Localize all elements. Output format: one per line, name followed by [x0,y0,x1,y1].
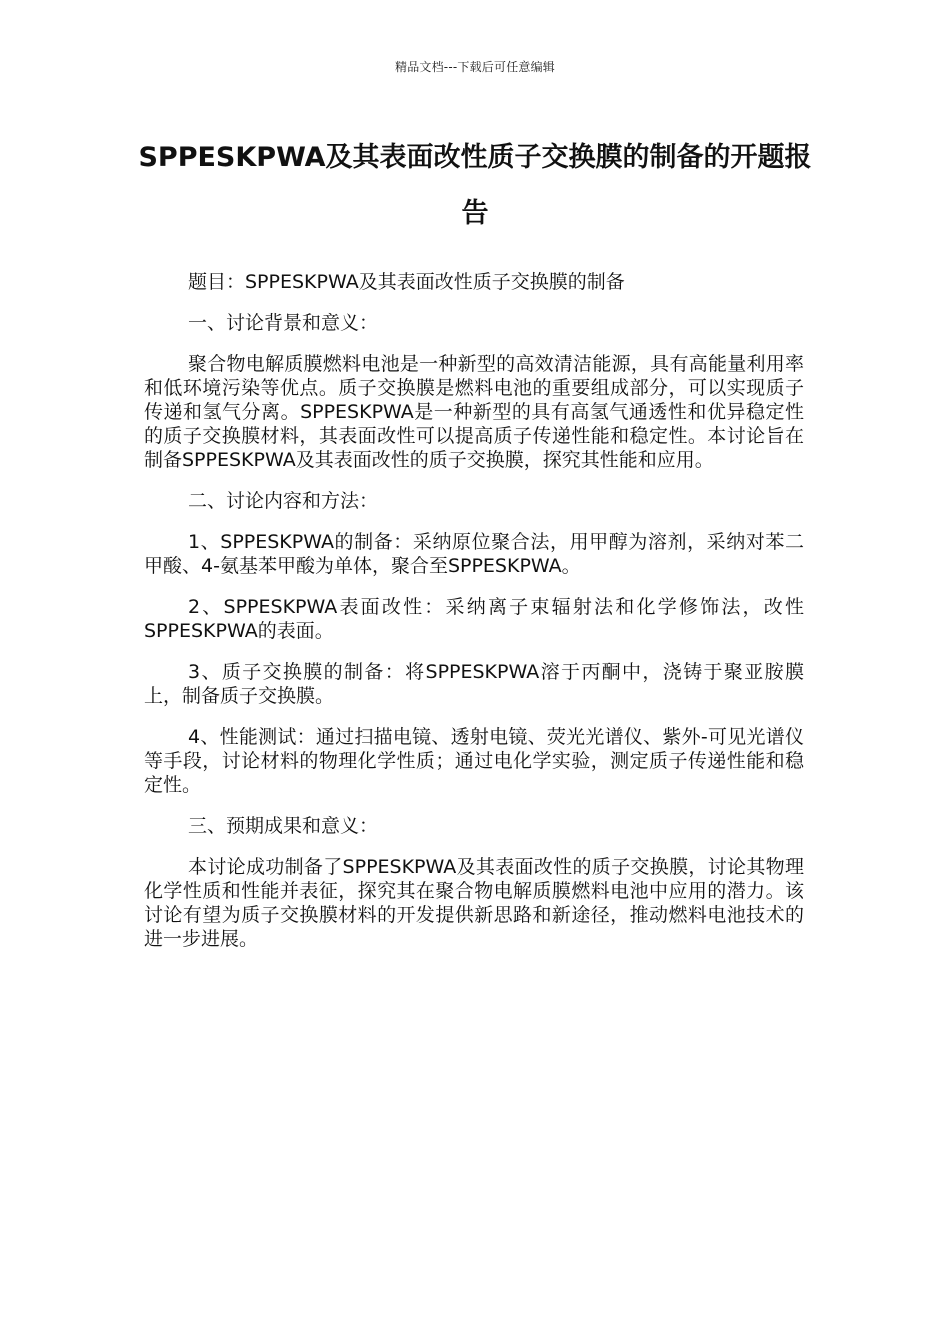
topic-line: 题目：SPPESKPWA及其表面改性质子交换膜的制备 [188,271,625,293]
section-heading-background: 一、讨论背景和意义： [188,312,379,334]
method-item-3: 3、质子交换膜的制备：将SPPESKPWA溶于丙酮中，浇铸于聚亚胺膜上，制备质子交换膜。 [144,661,804,707]
document-title: SPPESKPWA及其表面改性质子交换膜的制备的开题报告 [138,142,812,229]
background-paragraph: 聚合物电解质膜燃料电池是一种新型的高效清洁能源，具有高能量利用率和低环境污染等优点。质子交换膜是燃料电池的重要组成部分，可以实现质子传递和氢气分离。SPPESKPWA是一种新型的具有高氢气通透性和优异稳定性的质子交换膜材料，其表面改性可以提高质子传递性能和稳定性。本讨论旨在制备SPPESKPWA及其表面改性的质子交换膜，探究其性能和应用。 [144,353,804,471]
outcomes-paragraph: 本讨论成功制备了SPPESKPWA及其表面改性的质子交换膜，讨论其物理化学性质和性能并表征，探究其在聚合物电解质膜燃料电池中应用的潜力。该讨论有望为质子交换膜材料的开发提供新思路和新途径，推动燃料电池技术的进一步进展。 [144,856,804,950]
method-item-2: 2、SPPESKPWA表面改性：采纳离子束辐射法和化学修饰法，改性SPPESKPWA的表面。 [144,596,804,642]
section-heading-methods: 二、讨论内容和方法： [188,490,379,512]
document-body [144,270,804,968]
header-note: 精品文档---下载后可任意编辑 [395,60,555,74]
method-item-1: 1、SPPESKPWA的制备：采纳原位聚合法，用甲醇为溶剂，采纳对苯二甲酸、4-氨基苯甲酸为单体，聚合至SPPESKPWA。 [144,531,804,577]
method-item-4: 4、性能测试：通过扫描电镜、透射电镜、荧光光谱仪、紫外-可见光谱仪等手段，讨论材料的物理化学性质；通过电化学实验，测定质子传递性能和稳定性。 [144,726,804,796]
section-heading-outcomes: 三、预期成果和意义： [188,815,379,837]
